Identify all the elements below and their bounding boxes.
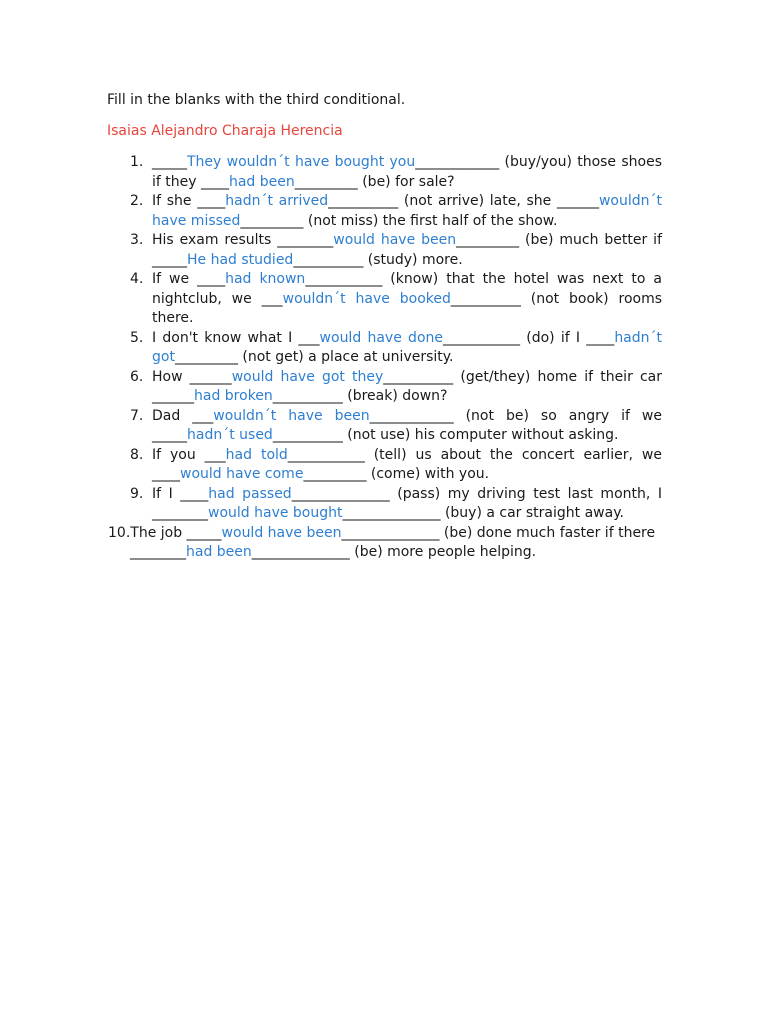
exercise-item-7: [130, 407, 662, 446]
item-sentence: How ______would have got they__________ (get/they) home if their car ______had broken__________ (break) down?: [152, 368, 662, 404]
answer-text: hadn´t used: [187, 427, 273, 443]
answer-text: had passed: [208, 485, 292, 502]
exercise-item-6: [130, 368, 662, 407]
exercise-list: [108, 153, 663, 563]
answer-text: had known: [225, 271, 306, 287]
answer-text: wouldn´t have booked: [282, 290, 451, 307]
item-number: 2.: [130, 193, 144, 209]
instruction-text: Fill in the blanks with the third conditional.: [107, 92, 406, 108]
answer-text: wouldn´t have been: [213, 407, 370, 424]
answer-text: would have bought: [208, 505, 343, 521]
answer-text: would have come: [180, 466, 304, 482]
answer-text: had been: [186, 544, 252, 560]
item-number: 9.: [130, 485, 144, 502]
answer-text: would have been: [221, 524, 342, 541]
item-number: 7.: [130, 407, 144, 424]
item-number: 3.: [130, 232, 144, 248]
item-sentence: I don't know what I ___would have done___________ (do) if I ____hadn´t got_________ (not get) a place at university.: [152, 329, 663, 365]
item-sentence: Dad ___wouldn´t have been____________ (not be) so angry if we _____hadn´t used__________ (not use) his computer without asking.: [152, 407, 662, 443]
item-number: 5.: [130, 329, 144, 346]
answer-text: hadn´t got: [152, 329, 663, 365]
item-sentence: If we ____had known___________ (know) that the hotel was next to a nightclub, we ___wouldn´t have booked__________ (not book) rooms there.: [152, 271, 663, 326]
answer-text: They wouldn´t have bought you: [187, 154, 416, 170]
exercise-item-8: [130, 446, 662, 485]
exercise-item-4: [130, 270, 662, 329]
item-number: 4.: [130, 271, 144, 287]
student-name: Isaias Alejandro Charaja Herencia: [107, 123, 343, 139]
item-sentence: The job _____would have been______________ (be) done much faster if there: [130, 524, 656, 541]
exercise-item-3: [130, 231, 662, 270]
item-sentence: If she ____hadn´t arrived__________ (not arrive) late, she ______wouldn´t have missed_________ (not miss) the first half of the show.: [152, 193, 662, 229]
answer-text: He had studied: [187, 251, 294, 268]
item-number: 8.: [130, 446, 144, 463]
exercise-item-5: [130, 329, 662, 368]
item-sentence: If you ___had told___________ (tell) us about the concert earlier, we ____would have come_________ (come) with you.: [152, 446, 662, 482]
answer-text: would have been: [333, 232, 457, 248]
item-number: 6.: [130, 368, 144, 385]
item-sentence: His exam results ________would have been_________ (be) much better if _____He had studied__________ (study) more.: [152, 232, 662, 268]
item-number: 10.: [108, 524, 131, 541]
exercise-item-10: [108, 524, 662, 563]
exercise-item-2: [130, 192, 662, 231]
answer-text: would have got they: [231, 368, 384, 385]
item-sentence: If I ____had passed______________ (pass) my driving test last month, I ________would have bought______________ (buy) a car straight away.: [152, 485, 662, 521]
answer-text: had broken: [194, 388, 273, 404]
answer-text: would have done: [319, 329, 443, 346]
answer-text: hadn´t arrived: [225, 193, 329, 209]
answer-text: wouldn´t have missed: [152, 193, 662, 229]
exercise-item-1: [130, 153, 662, 192]
exercise-item-9: [130, 485, 662, 524]
item-sentence-continuation: ________had been______________ (be) more people helping.: [130, 544, 537, 560]
item-sentence: _____They wouldn´t have bought you____________ (buy/you) those shoes if they ____had been_________ (be) for sale?: [152, 154, 662, 190]
answer-text: had been: [228, 173, 295, 190]
item-number: 1.: [130, 154, 144, 170]
answer-text: had told: [225, 446, 288, 463]
